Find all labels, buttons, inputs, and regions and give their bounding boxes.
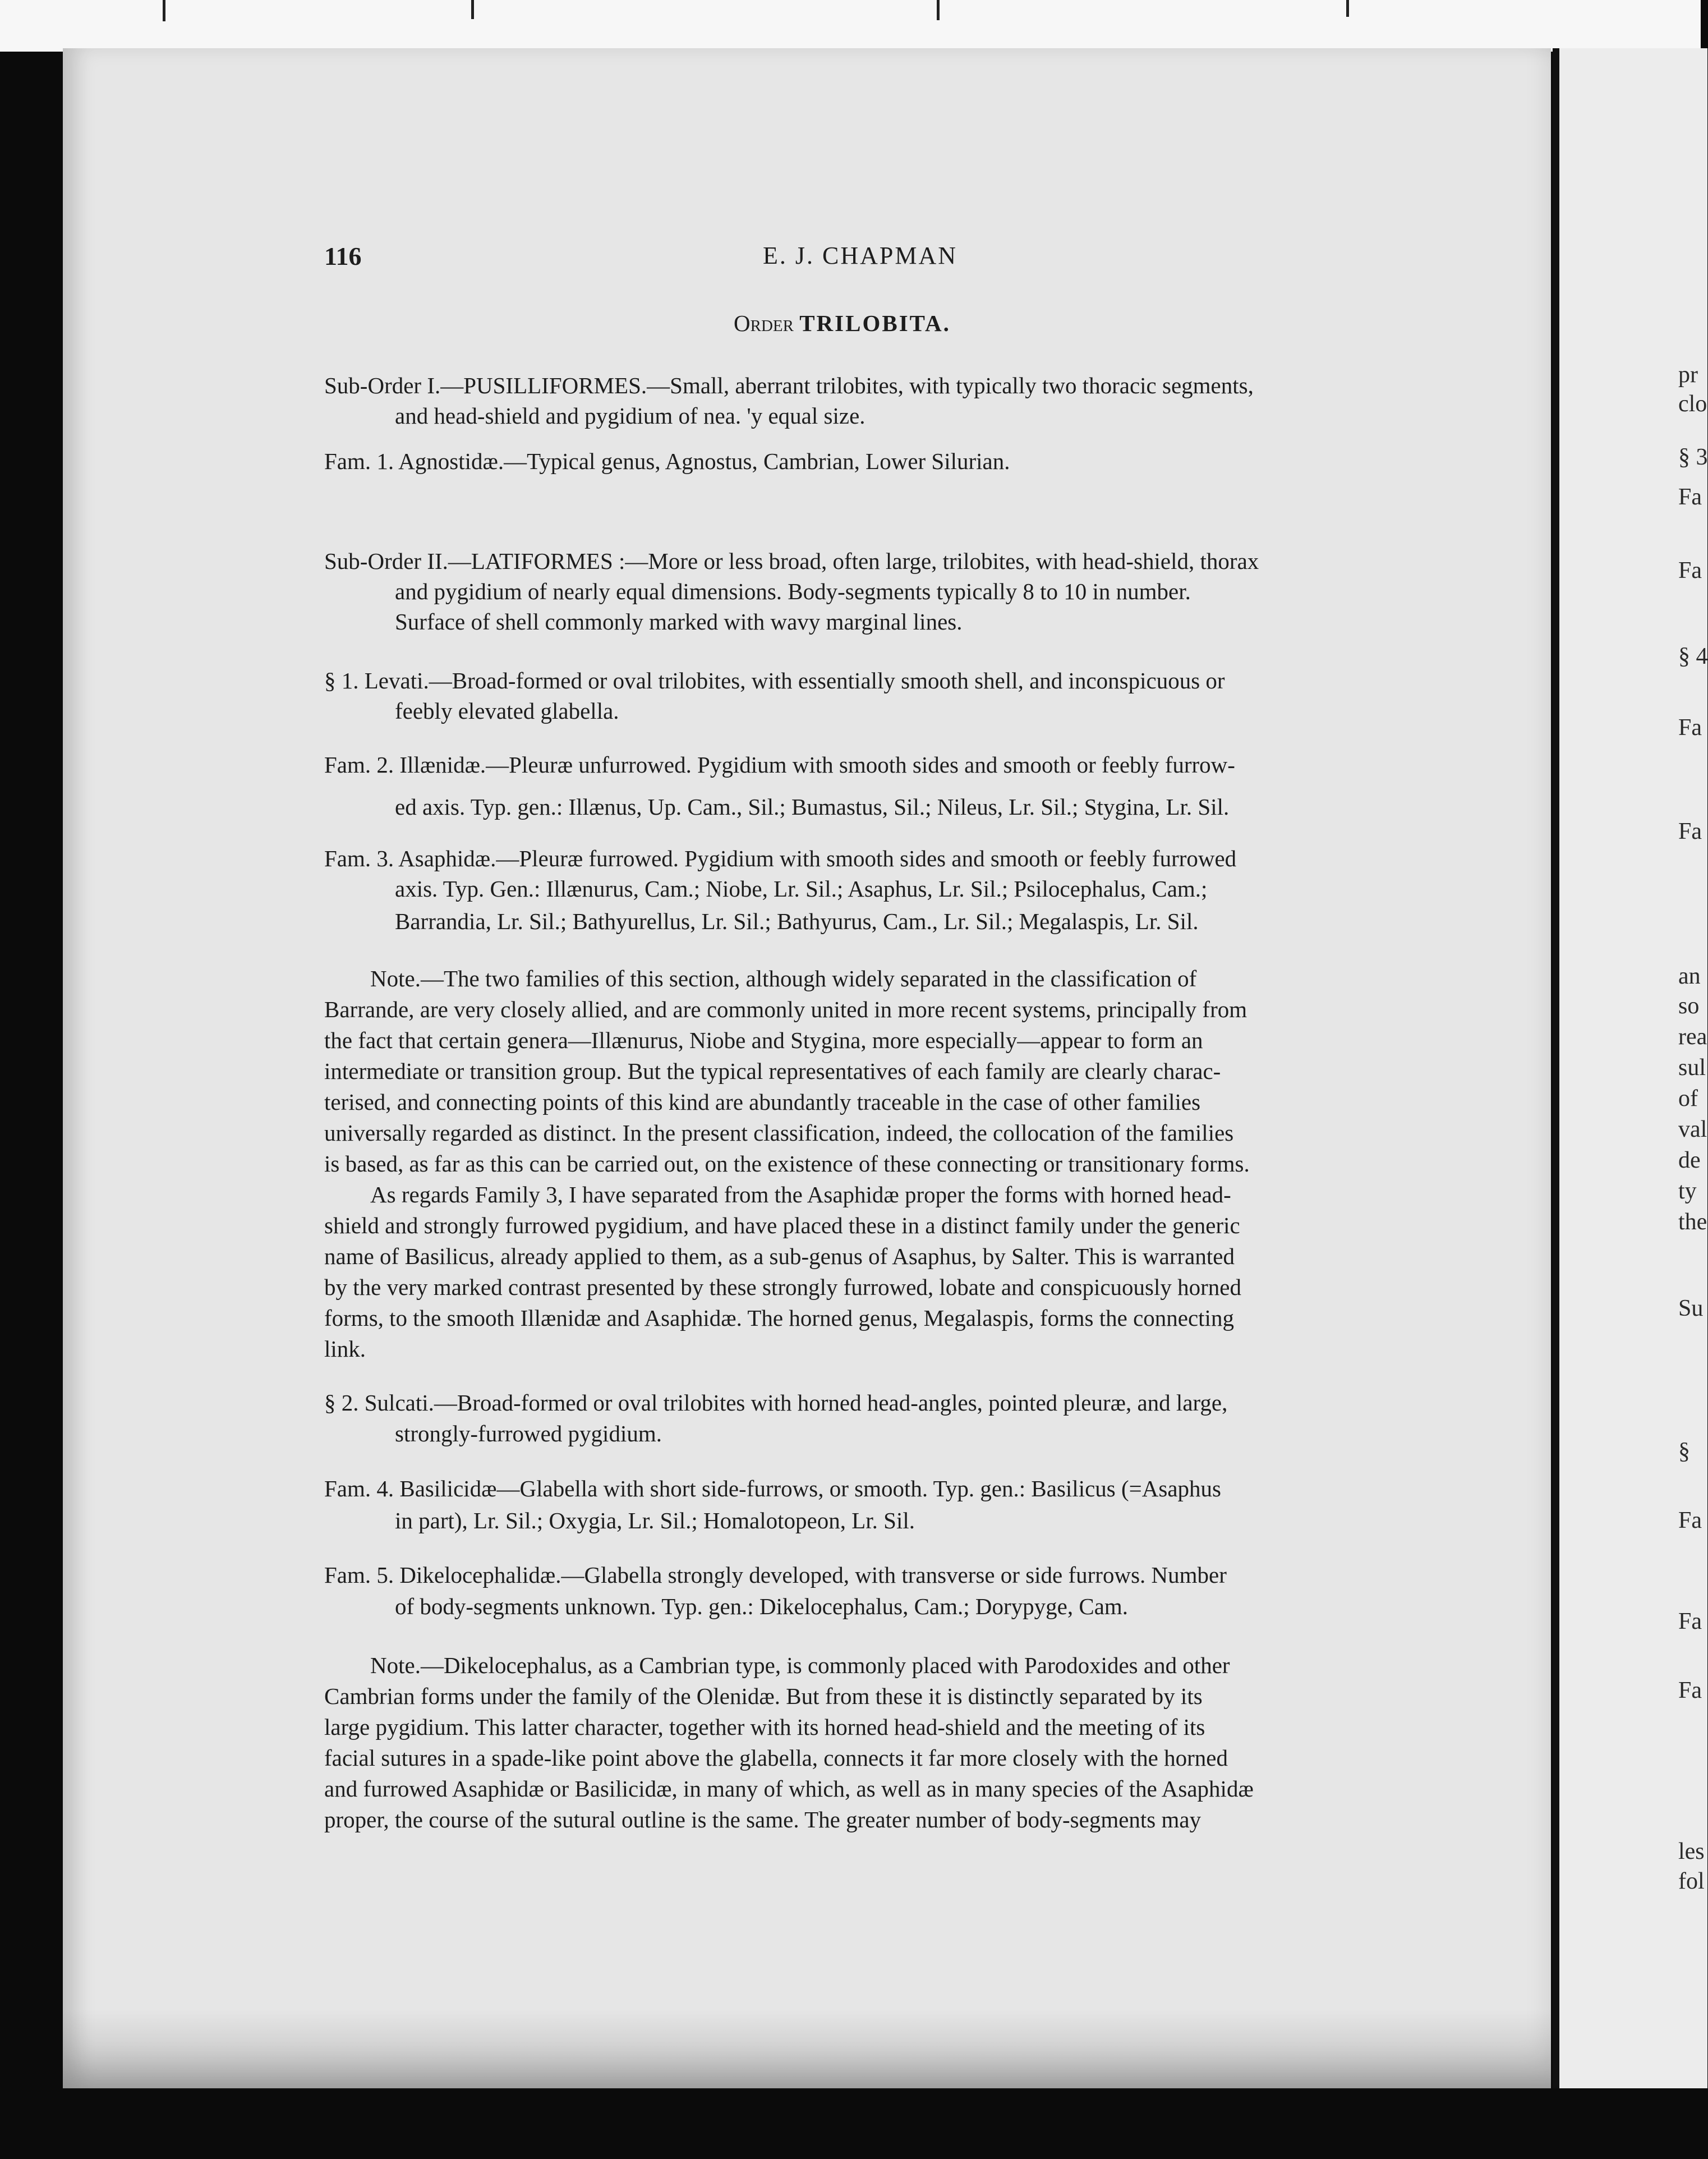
text-line: Sub-Order II.—LATIFORMES :—More or less broad, often large, trilobites, with head-shield, thorax <box>324 548 1259 574</box>
text-line: universally regarded as distinct. In the present classification, indeed, the collocation of the families <box>324 1120 1234 1146</box>
text-line: Barrandia, Lr. Sil.; Bathyurellus, Lr. Sil.; Bathyurus, Cam., Lr. Sil.; Megalaspis, Lr. Sil. <box>395 908 1199 934</box>
text-line: by the very marked contrast presented by these strongly furrowed, lobate and conspicuously horned <box>324 1274 1241 1300</box>
page-number: 116 <box>324 242 362 270</box>
adjacent-page-fragment: of <box>1678 1086 1698 1111</box>
page-shadow <box>63 2009 1551 2088</box>
running-head: E. J. CHAPMAN <box>763 242 958 269</box>
text-line: feebly elevated glabella. <box>395 698 619 724</box>
text-line: proper, the course of the sutural outline is the same. The greater number of body-segments may <box>324 1807 1201 1832</box>
text-line: ed axis. Typ. gen.: Illænus, Up. Cam., Sil.; Bumastus, Sil.; Nileus, Lr. Sil.; Stygina, Lr. Sil. <box>395 794 1230 820</box>
text-line: of body-segments unknown. Typ. gen.: Dikelocephalus, Cam.; Dorypyge, Cam. <box>395 1593 1129 1619</box>
adjacent-page-fragment: clo <box>1678 391 1707 417</box>
text-line: link. <box>324 1336 366 1362</box>
adjacent-page-fragment: Fa <box>1678 715 1702 741</box>
adjacent-page-fragment: de <box>1678 1147 1701 1173</box>
text-line: the fact that certain genera—Illænurus, Niobe and Stygina, more especially—appear to form an <box>324 1027 1203 1053</box>
adjacent-page-fragment: Fa <box>1678 819 1702 844</box>
order-heading <box>734 310 951 337</box>
adjacent-page-fragment: § 3 <box>1678 444 1708 470</box>
text-line: is based, as far as this can be carried out, on the existence of these connecting or transitionary forms. <box>324 1151 1250 1177</box>
adjacent-page-fragment: ty <box>1678 1178 1697 1204</box>
adjacent-page-edge <box>1553 48 1707 2088</box>
text-line: Cambrian forms under the family of the Olenidæ. But from these it is distinctly separated by its <box>324 1683 1203 1709</box>
adjacent-page-fragment: Fa <box>1678 1508 1702 1533</box>
text-line: Fam. 1. Agnostidæ.—Typical genus, Agnostus, Cambrian, Lower Silurian. <box>324 448 1010 474</box>
text-line: As regards Family 3, I have separated from the Asaphidæ proper the forms with horned head- <box>370 1182 1231 1207</box>
order-label: Order <box>734 310 794 336</box>
text-line: strongly-furrowed pygidium. <box>395 1421 662 1446</box>
scan-mark <box>163 0 165 21</box>
scan-mark <box>471 0 474 19</box>
text-line: name of Basilicus, already applied to them, as a sub-genus of Asaphus, by Salter. This is warranted <box>324 1243 1235 1269</box>
text-line: § 2. Sulcati.—Broad-formed or oval trilobites with horned head-angles, pointed pleuræ, and large, <box>324 1390 1228 1416</box>
adjacent-page-fragment: Fa <box>1678 1609 1702 1634</box>
text-line: and furrowed Asaphidæ or Basilicidæ, in many of which, as well as in many species of the Asaphidæ <box>324 1776 1254 1802</box>
text-line: Note.—Dikelocephalus, as a Cambrian type, is commonly placed with Parodoxides and other <box>370 1652 1230 1678</box>
adjacent-page-fragment: Fa <box>1678 558 1702 584</box>
adjacent-page-fragment: § <box>1678 1439 1690 1464</box>
text-line: shield and strongly furrowed pygidium, and have placed these in a distinct family under the generic <box>324 1212 1240 1238</box>
adjacent-page-fragment: § 4 <box>1678 644 1708 669</box>
adjacent-page-fragment: pr <box>1678 362 1698 388</box>
text-line: in part), Lr. Sil.; Oxygia, Lr. Sil.; Homalotopeon, Lr. Sil. <box>395 1508 915 1533</box>
adjacent-page-fragment: Su <box>1678 1296 1704 1321</box>
text-line: and pygidium of nearly equal dimensions. Body-segments typically 8 to 10 in number. <box>395 578 1191 604</box>
text-line: § 1. Levati.—Broad-formed or oval trilobites, with essentially smooth shell, and inconspicuous or <box>324 668 1225 693</box>
text-line: terised, and connecting points of this kind are abundantly traceable in the case of other families <box>324 1089 1201 1115</box>
adjacent-page-fragment: fol <box>1678 1868 1705 1894</box>
text-line: axis. Typ. Gen.: Illænurus, Cam.; Niobe, Lr. Sil.; Asaphus, Lr. Sil.; Psilocephalus, Cam.; <box>395 876 1208 902</box>
scan-mark <box>937 0 940 20</box>
adjacent-page-fragment: val <box>1678 1117 1707 1142</box>
text-line: Barrande, are very closely allied, and are commonly united in more recent systems, principally from <box>324 996 1247 1022</box>
adjacent-page-fragment: an <box>1678 963 1701 989</box>
adjacent-page-fragment: Fa <box>1678 1678 1702 1703</box>
adjacent-page-fragment: so <box>1678 993 1700 1019</box>
text-line: large pygidium. This latter character, together with its horned head-shield and the meeting of its <box>324 1714 1205 1740</box>
adjacent-page-fragment: sul <box>1678 1055 1706 1081</box>
text-line: facial sutures in a spade-like point above the glabella, connects it far more closely with the horned <box>324 1745 1228 1771</box>
order-name: TRILOBITA. <box>799 310 951 336</box>
text-line: Fam. 3. Asaphidæ.—Pleuræ furrowed. Pygidium with smooth sides and smooth or feebly furrowed <box>324 846 1237 871</box>
text-line: Note.—The two families of this section, although widely separated in the classification of <box>370 966 1197 991</box>
text-line: Surface of shell commonly marked with wavy marginal lines. <box>395 609 963 635</box>
scan-border-top <box>0 0 1701 52</box>
text-line: and head-shield and pygidium of nea. 'y equal size. <box>395 403 865 429</box>
text-line: Fam. 4. Basilicidæ—Glabella with short side-furrows, or smooth. Typ. gen.: Basilicus (=Asaphus <box>324 1476 1221 1501</box>
text-line: Fam. 2. Illænidæ.—Pleuræ unfurrowed. Pygidium with smooth sides and smooth or feebly furrow- <box>324 752 1235 778</box>
adjacent-page-fragment: rea <box>1678 1024 1707 1050</box>
scan-mark <box>1346 0 1349 17</box>
adjacent-page-fragment: les <box>1678 1839 1705 1864</box>
text-line: forms, to the smooth Illænidæ and Asaphidæ. The horned genus, Megalaspis, forms the connecting <box>324 1305 1234 1331</box>
text-line: Fam. 5. Dikelocephalidæ.—Glabella strongly developed, with transverse or side furrows. Number <box>324 1562 1227 1588</box>
text-line: Sub-Order I.—PUSILLIFORMES.—Small, aberrant trilobites, with typically two thoracic segments, <box>324 373 1254 398</box>
adjacent-page-fragment: Fa <box>1678 484 1702 510</box>
text-line: intermediate or transition group. But the typical representatives of each family are clearly charac- <box>324 1058 1221 1084</box>
adjacent-page-fragment: the <box>1678 1209 1707 1235</box>
